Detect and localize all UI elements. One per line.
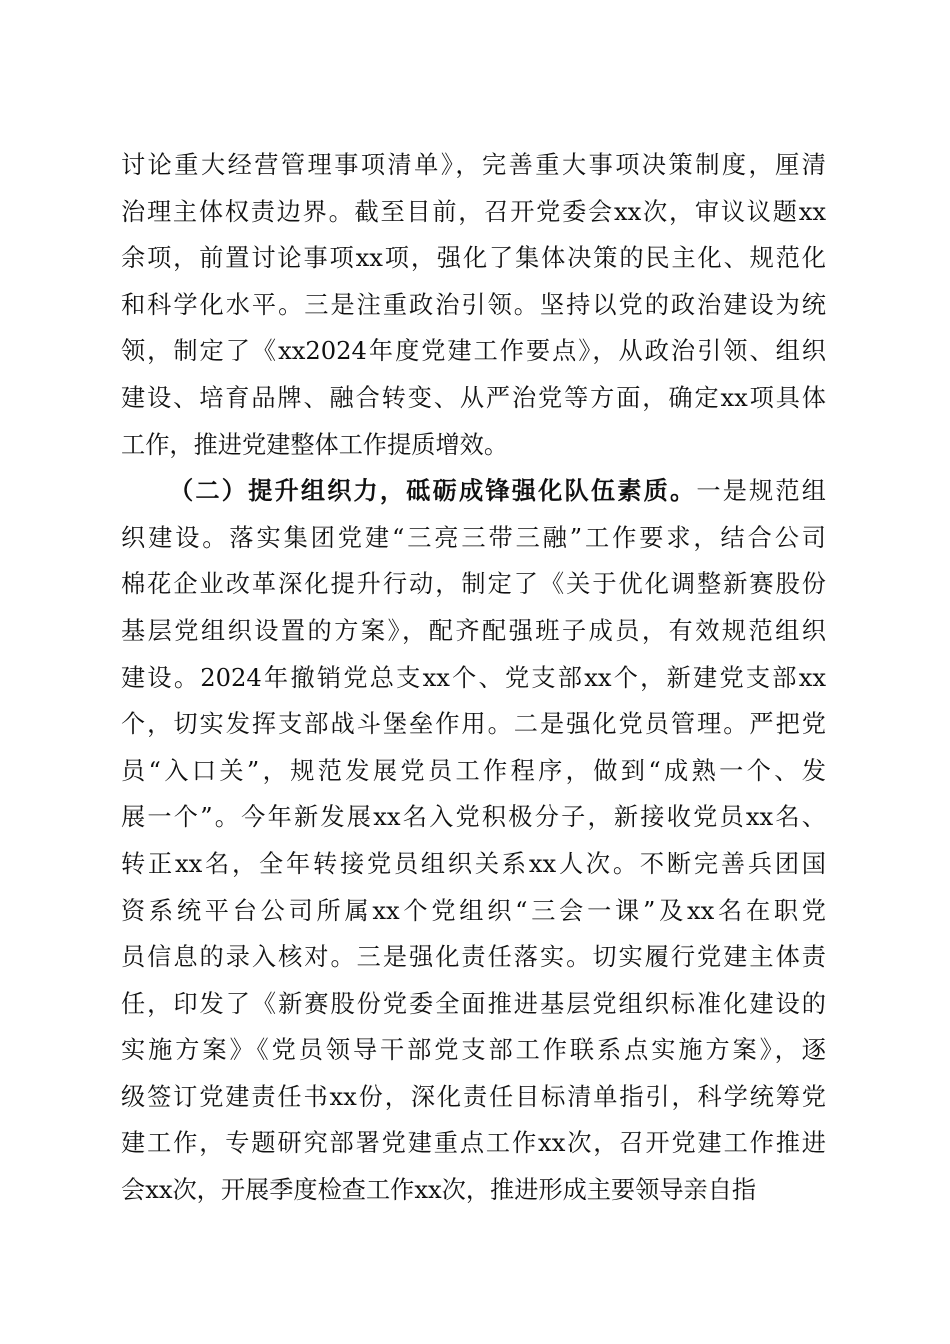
text-line: 领，制定了《xx2024年度党建工作要点》，从政治引领、组织 xyxy=(121,337,826,366)
text-line: 员信息的录入核对。三是强化责任落实。切实履行党建主体责 xyxy=(121,943,826,972)
text-line: 建设。2024年撤销党总支xx个、党支部xx个，新建党支部xx xyxy=(121,663,826,692)
text-line: 建工作，专题研究部署党建重点工作xx次，召开党建工作推进 xyxy=(121,1129,826,1158)
text-line: 实施方案》《党员领导干部党支部工作联系点实施方案》，逐 xyxy=(121,1036,826,1065)
text-line: 基层党组织设置的方案》，配齐配强班子成员，有效规范组织 xyxy=(121,616,826,645)
text-line: 织建设。落实集团党建“三亮三带三融”工作要求，结合公司 xyxy=(121,523,826,552)
text-line: 棉花企业改革深化提升行动，制定了《关于优化调整新赛股份 xyxy=(121,570,826,599)
text-line: 级签订党建责任书xx份，深化责任目标清单指引，科学统筹党 xyxy=(121,1082,826,1111)
text-line: 讨论重大经营管理事项清单》，完善重大事项决策制度，厘清 xyxy=(121,151,826,179)
text-line: 工作，推进党建整体工作提质增效。 xyxy=(121,430,509,459)
text-line: 个，切实发挥支部战斗堡垒作用。二是强化党员管理。严把党 xyxy=(121,710,826,739)
text-line: 治理主体权责边界。截至目前，召开党委会xx次，审议议题xx xyxy=(121,197,826,226)
text-run: 一是规范组 xyxy=(696,477,826,506)
text-line: 余项，前置讨论事项xx项，强化了集体决策的民主化、规范化 xyxy=(121,244,826,273)
text-line: 资系统平台公司所属xx个党组织“三会一课”及xx名在职党 xyxy=(121,896,826,925)
text-line: 展一个”。今年新发展xx名入党积极分子，新接收党员xx名、 xyxy=(121,803,826,832)
text-line: 会xx次，开展季度检查工作xx次，推进形成主要领导亲自指 xyxy=(121,1176,757,1205)
text-line: 转正xx名，全年转接党员组织关系xx人次。不断完善兵团国 xyxy=(121,849,826,878)
text-line: 和科学化水平。三是注重政治引领。坚持以党的政治建设为统 xyxy=(121,290,826,319)
text-line: 员“入口关”，规范发展党员工作程序，做到“成熟一个、发 xyxy=(121,756,826,785)
text-line: 任，印发了《新赛股份党委全面推进基层党组织标准化建设的 xyxy=(121,989,826,1018)
text-line: 建设、培育品牌、融合转变、从严治党等方面，确定xx项具体 xyxy=(121,383,826,412)
section-heading: （二）提升组织力，砥砺成锋强化队伍素质。 xyxy=(169,476,697,506)
section-heading-line xyxy=(121,468,826,515)
body-text xyxy=(121,142,826,1214)
